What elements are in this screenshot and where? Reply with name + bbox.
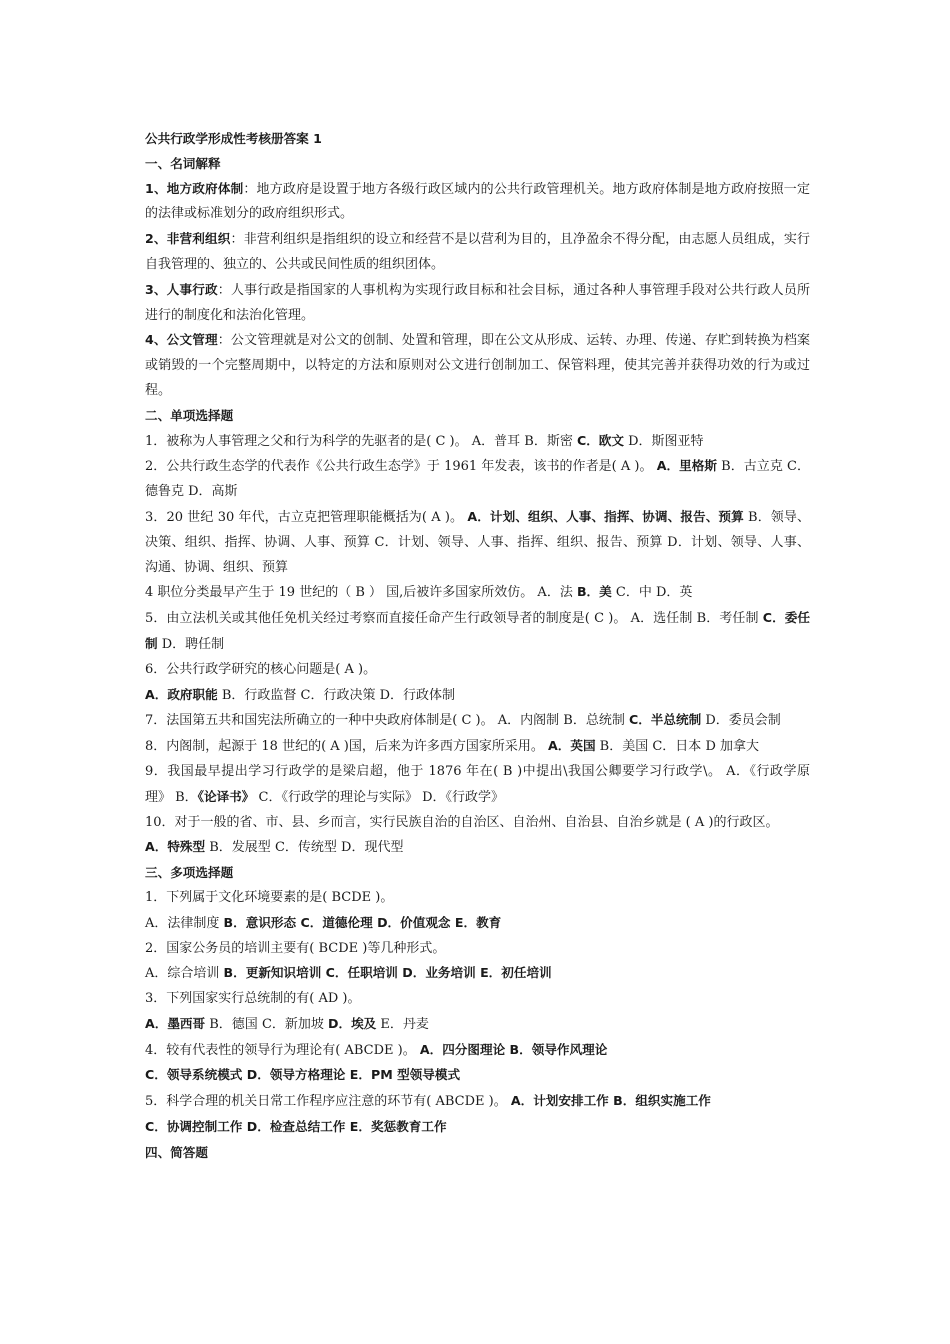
term-text: ：人事行政是指国家的人事机构为实现行政目标和社会目标，通过各种人事管理手段对公共行政人员所进行的制度化和法治化管理。: [145, 282, 810, 323]
option-text: B．领导、决策、组织、指挥、协调、人事、预算 C．计划、领导、人事、指挥、组织、报告、预算 D．计划、领导、人事、沟通、协调、组织、预算: [145, 509, 811, 575]
option-text: B．发展型 C．传统型 D．现代型: [205, 840, 404, 856]
question-text: 8．内阁制，起源于 18 世纪的( A )国，后来为许多西方国家所采用。: [145, 739, 549, 755]
answer-text: C．半总统制: [628, 712, 702, 728]
question-item: [145, 708, 810, 734]
option-line: [145, 1115, 810, 1141]
term-item: [145, 227, 810, 278]
answer-text: C．领导系统模式 D．领导方格理论 E．PM 型领导模式: [145, 1067, 461, 1083]
term-label: 3、人事行政: [145, 281, 218, 297]
option-text: D．委员会制: [701, 713, 781, 729]
question-item: [145, 429, 810, 455]
section-heading-multi-choice: 三、多项选择题: [145, 865, 234, 881]
question-item: 2．国家公务员的培训主要有( BCDE )等几种形式。: [145, 940, 446, 956]
section-heading-short-answer: 四、简答题: [145, 1144, 208, 1160]
option-text: E．丹麦: [376, 1016, 429, 1032]
question-text: 7．法国第五共和国宪法所确立的一种中央政府体制是( C )。 A．内阁制 B．总统制: [145, 713, 629, 729]
answer-text: C．委任制: [145, 610, 810, 651]
answer-text: B．更新知识培训 C．任职培训 D．业务培训 E．初任培训: [223, 965, 552, 981]
question-item: 1．下列属于文化环境要素的是( BCDE )。: [145, 889, 394, 905]
answer-text: A．墨西哥: [145, 1015, 206, 1031]
question-text: 1．被称为人事管理之父和行为科学的先驱者的是( C )。 A．普耳 B．斯密: [145, 433, 577, 449]
question-item: [145, 760, 810, 811]
option-line: [145, 835, 810, 861]
answer-text: A．四分图理论 B．领导作风理论: [419, 1041, 608, 1057]
answer-text: A．里格斯: [656, 458, 717, 474]
section-heading-single-choice: 二、单项选择题: [145, 407, 234, 423]
question-text: 5．科学合理的机关日常工作程序应注意的环节有( ABCDE )。: [145, 1094, 511, 1110]
question-text: 4．较有代表性的领导行为理论有( ABCDE )。: [145, 1042, 420, 1058]
answer-text: A．政府职能: [145, 686, 218, 702]
question-text: 2．公共行政生态学的代表作《公共行政生态学》于 1961 年发表，该书的作者是( A )。: [145, 459, 657, 475]
section-heading-terms: 一、名词解释: [145, 155, 221, 171]
answer-text: A．计划安排工作 B．组织实施工作: [510, 1093, 711, 1109]
option-line: [145, 1063, 810, 1089]
option-text: A．综合培训: [145, 966, 224, 982]
option-text: B．古立克 C．德鲁克 D．高斯: [145, 459, 810, 500]
answer-text: D．埃及: [328, 1015, 377, 1031]
answer-text: B．意识形态 C．道德伦理 D．价值观念 E．教育: [223, 914, 502, 930]
question-text: 5．由立法机关或其他任免机关经过考察而直接任命产生行政领导者的制度是( C )。 A．选任制 B．考任制: [145, 611, 763, 627]
answer-text: A．特殊型: [145, 839, 206, 855]
option-text: A．法律制度: [145, 915, 224, 931]
question-item: [145, 1089, 810, 1115]
term-label: 2、非营利组织: [145, 231, 231, 247]
term-label: 4、公文管理: [145, 332, 218, 348]
option-text: C．中 D．英: [611, 585, 693, 601]
option-text: B．行政监督 C．行政决策 D．行政体制: [217, 687, 456, 703]
answer-text: A．英国: [548, 738, 596, 754]
question-text: 3．20 世纪 30 年代，古立克把管理职能概括为( A )。: [145, 509, 468, 525]
option-line: [145, 961, 810, 987]
option-line: [145, 1012, 810, 1038]
question-item: [145, 606, 810, 658]
option-line: [145, 911, 810, 937]
term-text: ：非营利组织是指组织的设立和经营不是以营利为目的，且净盈余不得分配，由志愿人员组成，实行自我管理的、独立的、公共或民间性质的组织团体。: [145, 232, 810, 272]
term-item: [145, 177, 810, 228]
term-text: ：公文管理就是对公文的创制、处置和管理，即在公文从形成、运转、办理、传递、存贮到转换为档案或销毁的一个完整周期中，以特定的方法和原则对公文进行创制加工、保管料理，使其完善并获得功效的行为或过程。: [145, 333, 810, 398]
answer-text: A．计划、组织、人事、指挥、协调、报告、预算: [467, 508, 744, 524]
term-item: [145, 328, 810, 403]
question-item: [145, 580, 810, 606]
question-item: 3．下列国家实行总统制的有( AD )。: [145, 991, 361, 1007]
question-text: 4 职位分类最早产生于 19 世纪的（ B ） 国,后被许多国家所效仿。 A．法: [145, 585, 577, 601]
option-text: C．《行政学的理论与实际》 D．《行政学》: [254, 789, 504, 805]
term-label: 1、地方政府体制: [145, 180, 244, 196]
answer-text: 《论译书》: [197, 788, 255, 804]
document-body: [145, 127, 810, 1166]
question-item: [145, 505, 810, 580]
question-item: [145, 454, 810, 505]
answer-text: C．协调控制工作 D．检查总结工作 E．奖惩教育工作: [145, 1119, 447, 1135]
question-item: 10．对于一般的省、市、县、乡而言，实行民族自治的自治区、自治州、自治县、自治乡就是 ( A )的行政区。: [145, 814, 779, 830]
option-text: D．斯图亚特: [624, 433, 704, 449]
question-item: [145, 734, 810, 760]
answer-text: C．欧文: [576, 432, 624, 448]
answer-text: B．美: [576, 584, 612, 600]
option-text: D．聘任制: [157, 636, 225, 652]
term-text: ：地方政府是设置于地方各级行政区域内的公共行政管理机关。地方政府体制是地方政府按照一定的法律或标准划分的政府组织形式。: [145, 181, 810, 222]
document-title: 公共行政学形成性考核册答案 1: [145, 131, 322, 146]
term-item: [145, 278, 810, 329]
option-text: B．美国 C．日本 D 加拿大: [595, 739, 759, 755]
option-line: [145, 683, 810, 709]
option-text: B．德国 C．新加坡: [205, 1016, 329, 1032]
question-item: 6．公共行政学研究的核心问题是( A )。: [145, 661, 377, 677]
question-item: [145, 1038, 810, 1064]
question-text: 9．我国最早提出学习行政学的是梁启超，他于 1876 年在( B )中提出\我国公卿要学习行政学\。 A．《行政学原理》 B．: [145, 763, 810, 805]
